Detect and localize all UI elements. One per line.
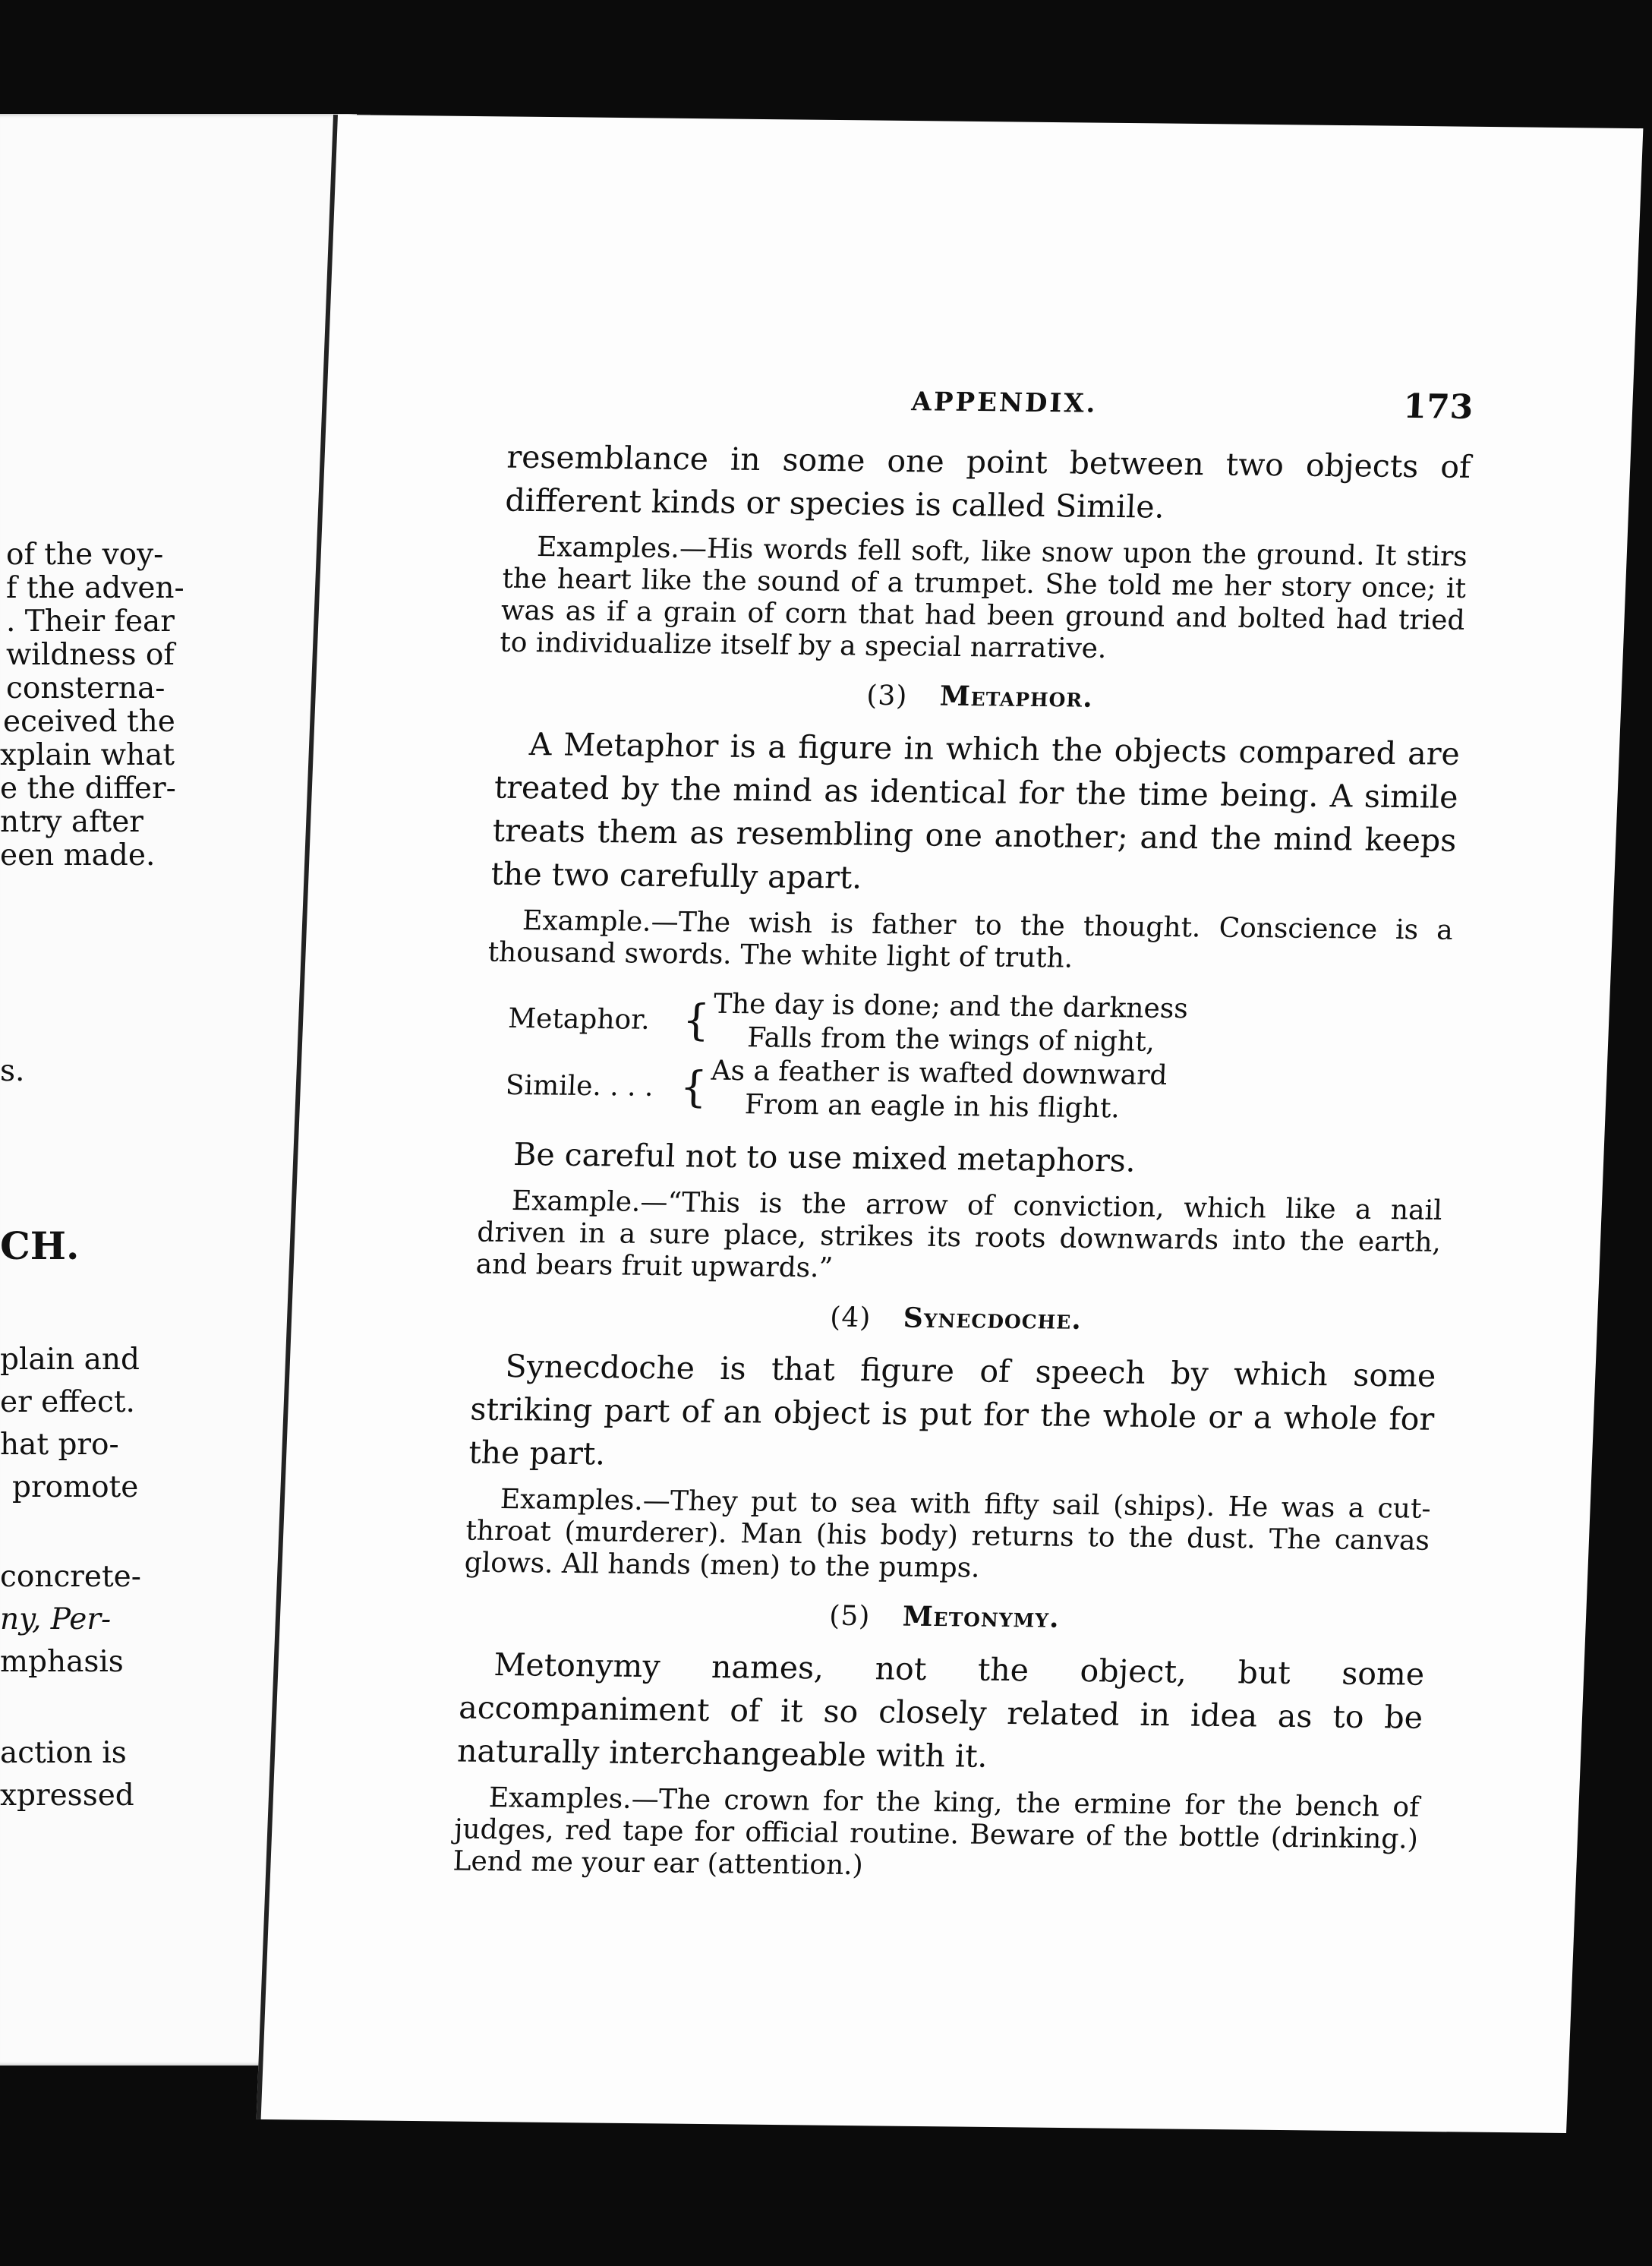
left-text-fragment: consterna- (6, 671, 166, 705)
section-title: Metonymy. (901, 1600, 1061, 1634)
left-text-fragment: een made. (0, 838, 156, 873)
section-number: (4) (829, 1302, 872, 1334)
section-number: (5) (828, 1600, 872, 1633)
mixed-metaphor-example: Example.—“This is the arrow of conviction, which like a nail driven in a sure place, strikes its roots downwards into the earth, and bears fruit upwards.” (475, 1185, 1443, 1284)
left-text-fragment: e the differ- (0, 772, 176, 806)
synecdoche-examples: Examples.—They put to sea with fifty sail (ships). He was a cut-throat (murderer). Man (his body) returns to the dust. The canvas glows. All hands (men) to the pumps. (463, 1483, 1432, 1584)
section-heading-synecdoche (474, 1298, 1439, 1340)
left-text-fragment: action is (0, 1736, 127, 1770)
running-title: APPENDIX. (910, 387, 1099, 419)
intro-paragraph: resemblance in some one point between two objects of different kinds or species is called Simile. (504, 438, 1472, 525)
metonymy-examples: Examples.—The crown for the king, the ermine for the bench of judges, red tape for official routine. Beware of the bottle (drinking.) Lend me your ear (attention.) (452, 1782, 1420, 1882)
verse-line: As a feather is wafted downward (710, 1055, 1168, 1091)
brace: { (679, 1062, 708, 1112)
left-text-fragment: hat pro- (0, 1428, 119, 1462)
right-page (257, 115, 1644, 2133)
section-title: Metaphor. (939, 680, 1094, 714)
left-text-fragment: concrete- (0, 1560, 141, 1594)
section-heading-metaphor (497, 676, 1462, 718)
verse-line: From an eagle in his flight. (744, 1089, 1121, 1125)
section-number: (3) (865, 680, 909, 712)
left-text-fragment: plain and (0, 1343, 140, 1377)
section-title: Synecdoche. (902, 1302, 1083, 1336)
mixed-metaphor-caution: Be careful not to use mixed metaphors. (512, 1135, 1137, 1179)
left-text-fragment: promote (12, 1470, 139, 1504)
left-text-fragment: . Their fear (6, 604, 175, 639)
page-content (452, 383, 1474, 1905)
simile-examples: Examples.—His words fell soft, like snow upon the ground. It stirs the heart like the sound of a trumpet. She told me her story once; it was as if a grain of corn that had been ground and bolted had tried to individualize itself by a special narrative. (499, 532, 1468, 664)
metaphor-definition: A Metaphor is a figure in which the objects compared are treated by the mind as identical for the time being. A simile treats them as resembling one another; and the mind keeps the two carefully apart. (490, 726, 1461, 896)
metaphor-example: Example.—The wish is father to the thought. Conscience is a thousand swords. The white light of truth. (487, 905, 1454, 974)
verse-line: The day is done; and the darkness (713, 988, 1189, 1025)
left-text-fragment: wildness of (6, 638, 175, 672)
verse-label-metaphor: Metaphor. (507, 1002, 651, 1036)
page-number: 173 (1402, 387, 1474, 427)
left-text-fragment: xpressed (0, 1778, 134, 1813)
left-text-fragment: f the adven- (6, 571, 184, 605)
brace: { (681, 996, 711, 1046)
left-text-fragment: xplain what (0, 738, 175, 772)
left-text-fragment: eceived the (3, 705, 175, 739)
left-text-fragment: er effect. (0, 1385, 135, 1419)
left-heading-fragment: CH. (0, 1223, 80, 1268)
left-text-fragment: s. (0, 1054, 25, 1088)
left-text-fragment: of the voy- (6, 538, 164, 572)
verse-comparison (504, 986, 1450, 1129)
page-header (508, 383, 1474, 446)
left-text-fragment: ny, Per- (0, 1602, 112, 1636)
left-text-fragment: mphasis (0, 1645, 124, 1679)
synecdoche-definition: Synecdoche is that figure of speech by which some striking part of an object is put for the whole or a whole for the part. (468, 1347, 1437, 1472)
verse-line: Falls from the wings of night, (746, 1022, 1155, 1058)
section-heading-metonymy (462, 1596, 1427, 1638)
metonymy-definition: Metonymy names, not the object, but some accompaniment of it so closely related in idea as to be naturally interchangeable with it. (456, 1646, 1426, 1775)
left-text-fragment: ntry after (0, 805, 143, 839)
verse-label-simile: Simile. . . . (505, 1069, 654, 1103)
